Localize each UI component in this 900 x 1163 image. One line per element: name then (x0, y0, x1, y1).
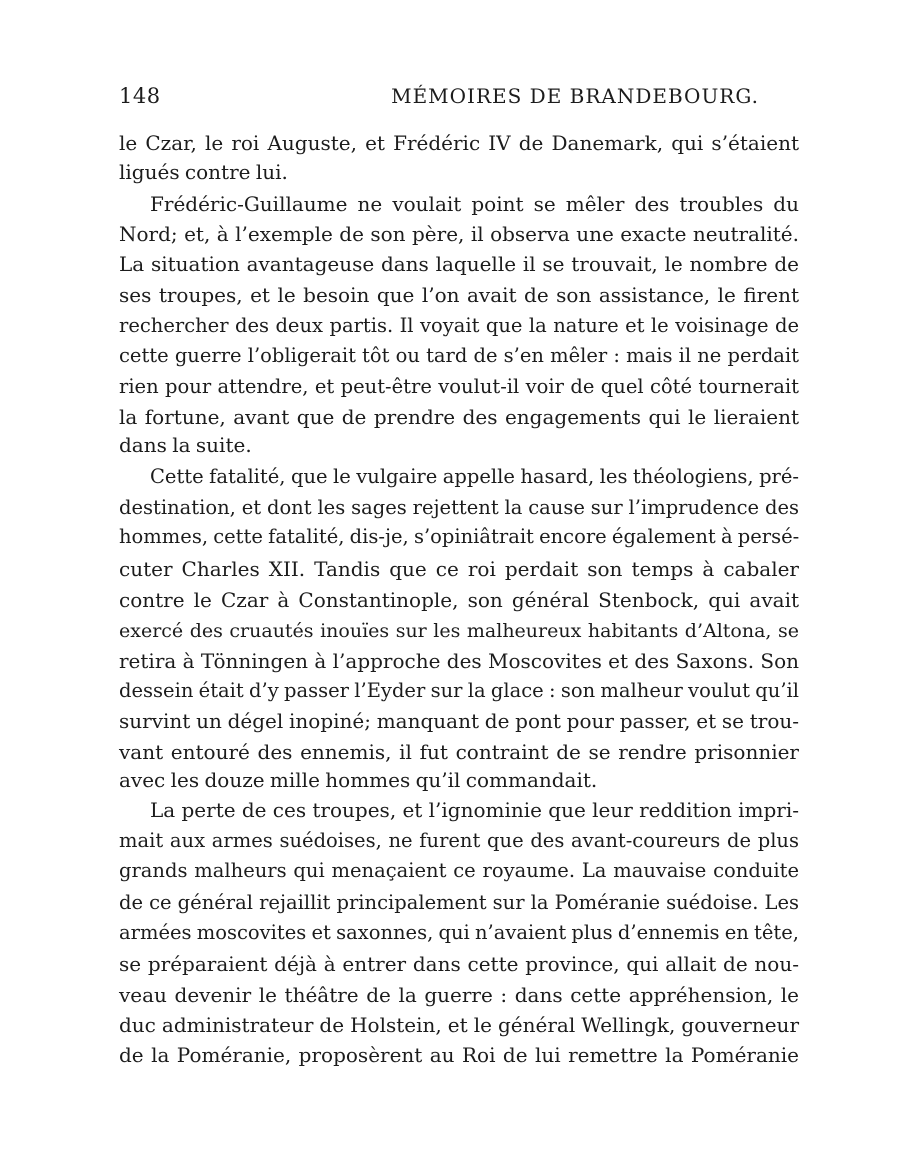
text-line: dans la suite. (119, 433, 252, 457)
text-line: la fortune, avant que de prendre des engagements qui le lieraient (119, 405, 799, 429)
text-line: mait aux armes suédoises, ne furent que des avant-coureurs de plus (119, 829, 799, 852)
text-line: La situation avantageuse dans laquelle il se trouvait, le nombre de (119, 252, 799, 276)
text-line: de ce général rejaillit principalement sur la Poméranie suédoise. Les (119, 891, 799, 914)
text-line: Frédéric-Guillaume ne voulait point se mêler des troubles du (150, 192, 799, 216)
running-title: MÉMOIRES DE BRANDEBOURG. (391, 84, 759, 108)
text-line: ses troupes, et le besoin que l’on avait de son assistance, le firent (119, 283, 799, 307)
text-line: La perte de ces troupes, et l’ignominie que leur reddition impri- (150, 798, 799, 822)
text-line: cette guerre l’obligerait tôt ou tard de s’en mêler : mais il ne perdait (119, 344, 799, 367)
text-line: hommes, cette fatalité, dis-je, s’opiniâtrait encore également à persé- (119, 525, 800, 548)
text-line: contre le Czar à Constantinople, son général Stenbock, qui avait (119, 588, 799, 612)
text-line: grands malheurs qui menaçaient ce royaume. La mauvaise conduite (119, 859, 799, 882)
text-line: rechercher des deux partis. Il voyait que la nature et le voisinage de (119, 314, 799, 337)
text-line: Nord; et, à l’exemple de son père, il observa une exacte neutralité. (119, 222, 799, 246)
text-line: ligués contre lui. (119, 160, 288, 184)
page-header (119, 84, 799, 114)
text-line: se préparaient déjà à entrer dans cette province, qui allait de nou- (119, 952, 799, 976)
text-line: destination, et dont les sages rejettent la cause sur l’imprudence des (119, 496, 799, 519)
text-line: duc administrateur de Holstein, et le général Wellingk, gouverneur (119, 1013, 799, 1037)
text-line: de la Poméranie, proposèrent au Roi de lui remettre la Poméranie (119, 1043, 799, 1067)
text-line: rien pour attendre, et peut-être voulut-il voir de quel côté tournerait (119, 375, 799, 398)
text-line: dessein était d’y passer l’Eyder sur la glace : son malheur voulut qu’il (119, 679, 799, 702)
text-line: le Czar, le roi Auguste, et Frédéric IV de Danemark, qui s’étaient (119, 131, 799, 155)
text-line: Cette fatalité, que le vulgaire appelle hasard, les théologiens, pré- (150, 465, 799, 488)
text-line: vant entouré des ennemis, il fut contraint de se rendre prisonnier (119, 740, 799, 764)
page-number: 148 (119, 84, 161, 108)
text-line: veau devenir le théâtre de la guerre : dans cette appréhension, le (119, 983, 799, 1007)
text-line: avec les douze mille hommes qu’il commandait. (119, 768, 598, 792)
text-line: armées moscovites et saxonnes, qui n’avaient plus d’ennemis en tête, (119, 921, 799, 944)
text-line: retira à Tönningen à l’approche des Moscovites et des Saxons. Son (119, 649, 799, 673)
text-line: survint un dégel inopiné; manquant de pont pour passer, et se trou- (119, 709, 799, 733)
text-line: cuter Charles XII. Tandis que ce roi perdait son temps à cabaler (119, 557, 799, 581)
text-line: exercé des cruautés inouïes sur les malheureux habitants d’Altona, se (119, 620, 799, 642)
